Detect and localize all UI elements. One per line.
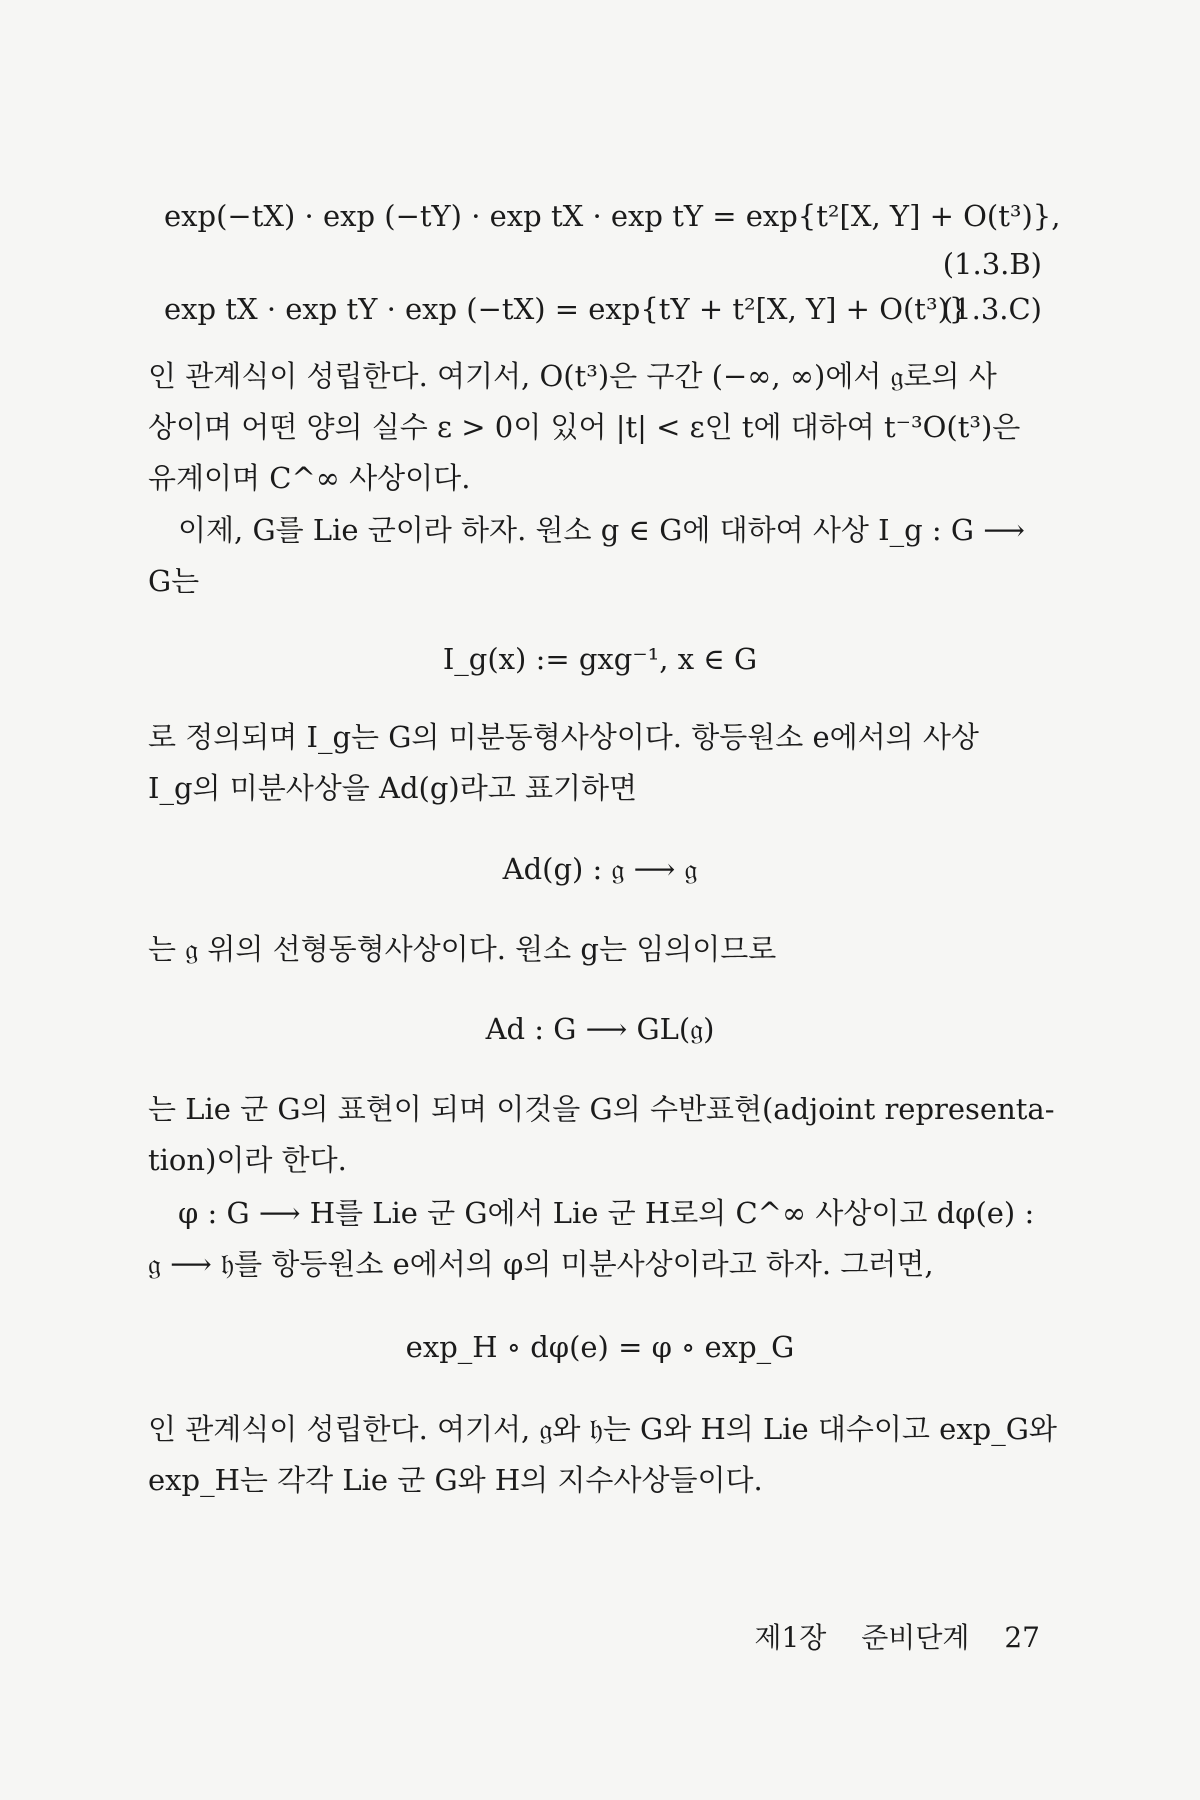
paragraph-5-line-1: 는 Lie 군 G의 표현이 되며 이것을 G의 수반표현(adjoint representa-	[148, 1092, 1055, 1126]
paragraph-1-line-3: 유계이며 C^∞ 사상이다.	[148, 461, 471, 495]
footer-chapter: 제1장	[754, 1621, 827, 1654]
page-footer	[754, 1616, 1040, 1656]
equation-1-3-b: exp(−tX) · exp (−tY) · exp tX · exp tY = exp{t²[X, Y] + O(t³)},	[164, 199, 1061, 233]
equation-ad: Ad : G ⟶ GL(𝔤)	[485, 1012, 715, 1046]
footer-chapter-title: 준비단계	[861, 1621, 970, 1654]
paragraph-2-line-2: G는	[148, 564, 200, 598]
page-number: 27	[1004, 1621, 1040, 1654]
paragraph-3-line-1: 로 정의되며 I_g는 G의 미분동형사상이다. 항등원소 e에서의 사상	[148, 720, 979, 754]
equation-number-c: (1.3.C)	[941, 292, 1042, 326]
paragraph-5-line-2: tion)이라 한다.	[148, 1143, 347, 1177]
paragraph-1-line-1: 인 관계식이 성립한다. 여기서, O(t³)은 구간 (−∞, ∞)에서 𝔤로의 사	[148, 359, 997, 393]
equation-ad-g: Ad(g) : 𝔤 ⟶ 𝔤	[502, 852, 698, 886]
paragraph-6-line-1: φ : G ⟶ H를 Lie 군 G에서 Lie 군 H로의 C^∞ 사상이고 dφ(e) :	[178, 1196, 1035, 1230]
equation-number-b: (1.3.B)	[942, 247, 1042, 281]
equation-1-3-c: exp tX · exp tY · exp (−tX) = exp{tY + t²[X, Y] + O(t³)}	[164, 292, 968, 326]
equation-exp-relation: exp_H ∘ dφ(e) = φ ∘ exp_G	[405, 1330, 795, 1364]
paragraph-3-line-2: I_g의 미분사상을 Ad(g)라고 표기하면	[148, 771, 638, 805]
paragraph-7-line-1: 인 관계식이 성립한다. 여기서, 𝔤와 𝔥는 G와 H의 Lie 대수이고 exp_G와	[148, 1412, 1057, 1446]
paragraph-1-line-2: 상이며 어떤 양의 실수 ε > 0이 있어 |t| < ε인 t에 대하여 t⁻³O(t³)은	[148, 410, 1021, 444]
paragraph-6-line-2: 𝔤 ⟶ 𝔥를 항등원소 e에서의 φ의 미분사상이라고 하자. 그러면,	[148, 1247, 934, 1281]
paragraph-2-line-1: 이제, G를 Lie 군이라 하자. 원소 g ∈ G에 대하여 사상 I_g : G ⟶	[178, 513, 1025, 547]
equation-ig-definition: I_g(x) := gxg⁻¹, x ∈ G	[442, 642, 758, 676]
paragraph-4-line-1: 는 𝔤 위의 선형동형사상이다. 원소 g는 임의이므로	[148, 932, 777, 966]
paragraph-7-line-2: exp_H는 각각 Lie 군 G와 H의 지수사상들이다.	[148, 1463, 763, 1497]
